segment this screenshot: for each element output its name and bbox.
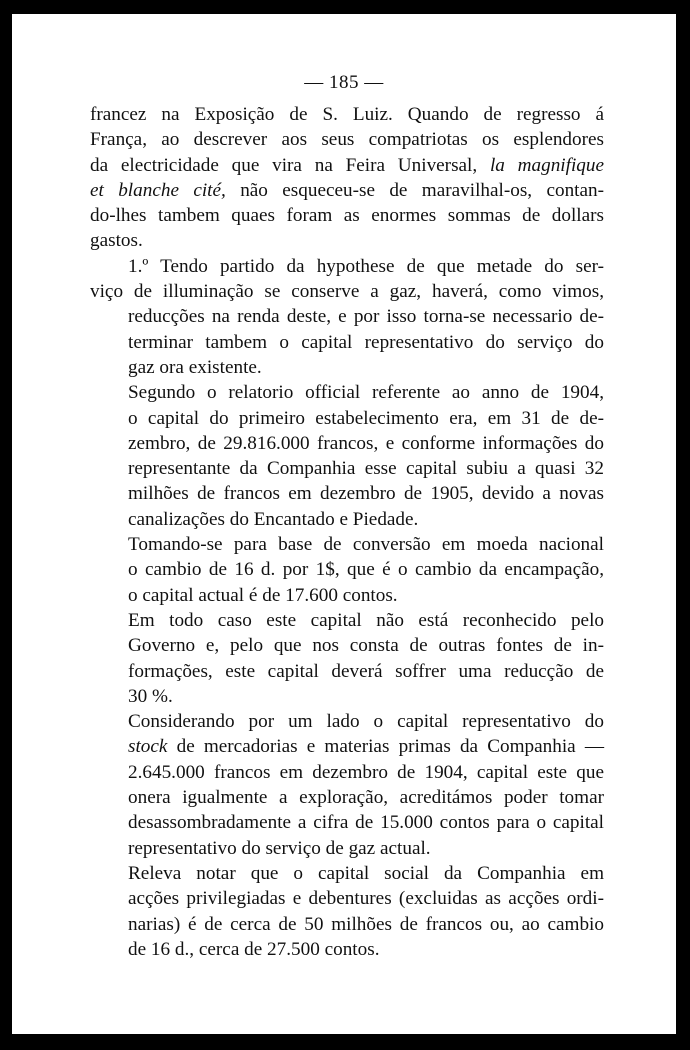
text-line: o capital do primeiro estabelecimento era, em 31 de de- bbox=[128, 407, 604, 429]
text-line: gastos. bbox=[90, 230, 143, 252]
text-line bbox=[90, 734, 604, 759]
paragraph-5 bbox=[90, 608, 604, 709]
text-line: francez na Exposição de S. Luiz. Quando de regresso á bbox=[90, 104, 604, 125]
text-line: Segundo o relatorio official referente ao anno de 1904, bbox=[128, 382, 604, 404]
text-segment: não esqueceu-se de maravilhal-os, contan- bbox=[225, 179, 605, 201]
text-line: França, ao descrever aos seus compatriotas os esplendores bbox=[90, 129, 604, 151]
text-line: canalizações do Encantado e Piedade. bbox=[128, 508, 419, 530]
text-line: de 16 d., cerca de 27.500 contos. bbox=[128, 938, 380, 960]
text-segment: de mercadorias e materias primas da Companhia — bbox=[176, 736, 605, 758]
text-line: zembro, de 29.816.000 francos, e conforme informações do bbox=[128, 432, 604, 454]
text-line: Considerando por um lado o capital representativo do bbox=[128, 711, 604, 733]
body-text bbox=[90, 102, 604, 962]
text-segment: da electricidade que vira na Feira Universal, bbox=[90, 154, 478, 176]
italic-text: la magnifique bbox=[489, 154, 604, 176]
text-line: do-lhes tambem quaes foram as enormes sommas de dollars bbox=[90, 205, 604, 227]
text-line: formações, este capital deverá soffrer uma reducção de bbox=[128, 660, 604, 682]
text-line: o cambio de 16 d. por 1$, que é o cambio da encampação, bbox=[128, 559, 604, 581]
text-line: narias) é de cerca de 50 milhões de francos ou, ao cambio bbox=[128, 913, 604, 935]
paragraph-1 bbox=[90, 102, 604, 254]
text-line: viço de illuminação se conserve a gaz, haverá, como vimos, bbox=[90, 281, 604, 303]
text-line: desassombradamente a cifra de 15.000 contos para o capital bbox=[128, 812, 604, 834]
page-number: — 185 — bbox=[304, 72, 384, 93]
italic-text: stock bbox=[128, 736, 168, 758]
text-line bbox=[90, 153, 604, 178]
text-line: 2.645.000 francos em dezembro de 1904, capital este que bbox=[128, 761, 604, 783]
text-line: Releva notar que o capital social da Companhia em bbox=[128, 862, 604, 884]
paragraph-7 bbox=[90, 861, 604, 962]
paragraph-6 bbox=[90, 709, 604, 861]
text-line: representante da Companhia esse capital subiu a quasi 32 bbox=[128, 458, 604, 480]
text-line: terminar tambem o capital representativo do serviço do bbox=[128, 331, 604, 353]
text-line: reducções na renda deste, e por isso torna-se necessario de- bbox=[128, 306, 604, 328]
paragraph-4 bbox=[90, 532, 604, 608]
text-line: 30 %. bbox=[128, 685, 173, 707]
paragraph-3 bbox=[90, 380, 604, 532]
text-line: Tomando-se para base de conversão em moeda nacional bbox=[128, 534, 604, 556]
text-line: onera igualmente a exploração, acreditámos poder tomar bbox=[128, 787, 604, 809]
paragraph-2 bbox=[90, 254, 604, 380]
italic-text: et blanche cité, bbox=[90, 179, 226, 201]
text-line: Em todo caso este capital não está reconhecido pelo bbox=[128, 609, 604, 631]
document-page bbox=[12, 14, 676, 1034]
text-line: gaz ora existente. bbox=[128, 356, 262, 378]
text-line: representativo do serviço de gaz actual. bbox=[128, 837, 431, 859]
text-line bbox=[90, 178, 604, 203]
text-line: acções privilegiadas e debentures (excluidas as acções ordi- bbox=[128, 888, 604, 910]
text-line: milhões de francos em dezembro de 1905, devido a novas bbox=[128, 483, 604, 505]
text-line: o capital actual é de 17.600 contos. bbox=[128, 584, 398, 606]
text-line: 1.º Tendo partido da hypothese de que metade do ser- bbox=[128, 255, 604, 277]
text-line: Governo e, pelo que nos consta de outras fontes de in- bbox=[128, 635, 604, 657]
